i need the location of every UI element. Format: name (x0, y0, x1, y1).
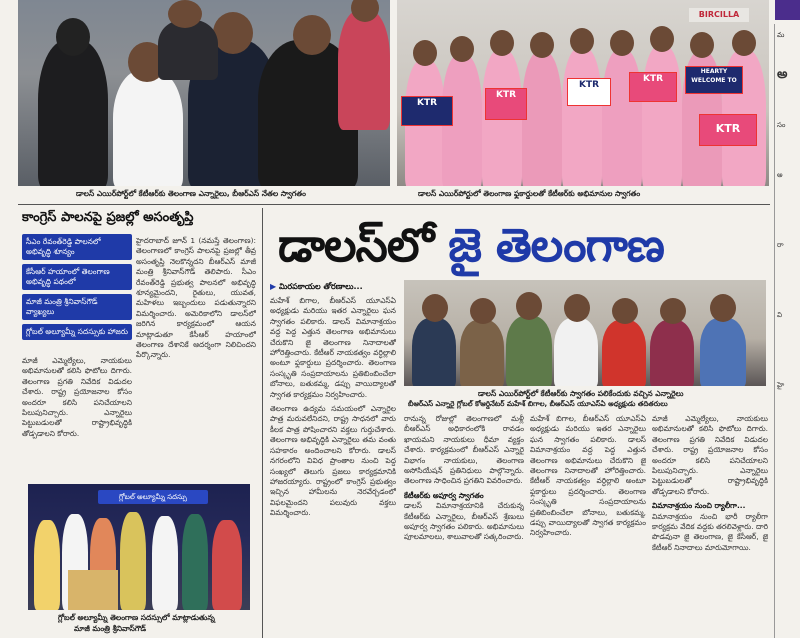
bottom-left-caption-2: మాజీ మంత్రి శ్రీనివాస్‌గౌడ్ (74, 624, 147, 633)
article-kicker: ▶ మిరపకాయల తోరణాలు... (270, 282, 363, 291)
headline (278, 214, 768, 278)
edge-strip (775, 0, 800, 20)
right-photo (404, 280, 766, 386)
article-col-1: మహేశ్ బిగాల, బీఆర్ఎస్ యూఎస్ఏ అధ్యక్షుడు మరియు ఇతర ఎన్నారైలు ఘన స్వాగతం పలికారు. డాలస్ విమానాశ్రయం వద్ద పెద్ద ఎత్తున తెలంగాణ అభిమానులు చేరుకొని జై తెలంగాణ నినాదాలతో హోరెత్తించారు. కేటీఆర్ నాయకత్వం వర్ధిల్లాలి అంటూ ఫ్లకార్డులు ప్రదర్శించారు. తెలంగాణ సంస్కృతి సంప్రదాయాలను ప్రతిబింబించేలా బోనాలు, బతుకమ్మ, డప్పు వాయిద్యాలతో స్వాగత కార్యక్రమం నిర్వహించారు. తెలంగాణ ఉద్యమ సమయంలో ఎన్నారైల పాత్ర మరువలేనిదని, రాష్ట్ర సాధనలో వారు కీలక పాత్ర పోషించారని వక్తలు గుర్తుచేశారు. తెలంగాణ అభివృద్ధికి ఎన్నారైలు తమ వంతు సహకారం అందించాలని కోరారు. డాలస్ నగరంలోని వివిధ ప్రాంతాల నుంచి పెద్ద సంఖ్యలో తెలుగు ప్రజలు కార్యక్రమానికి హాజరయ్యారు. రాష్ట్రంలో కాంగ్రెస్ ప్రభుత్వం ఇచ్చిన హామీలను నెరవేర్చడంలో విఫలమైందని పలువురు వక్తలు విమర్శించారు. (270, 296, 396, 518)
sidebar-bullets-box (22, 234, 132, 352)
event-banner: గ్లోబల్ అల్యూమ్నీ సదస్సు (98, 490, 208, 504)
placard-hearty-welcome: HEARTY WELCOME TO (685, 66, 743, 94)
sidebar-intro-cont: మాజీ ఎమ్మెల్యేలు, నాయకులు అభిమానులతో కలిసి ఫొటోలు దిగారు. తెలంగాణ ప్రగతి నివేదిక విడుదల చేశారు. రాష్ట్ర ప్రయోజనాల కోసం అందరూ కలిసి పనిచేయాలని పిలుపునిచ్చారు. ఎన్నారైలు పెట్టుబడులతో రాష్ట్రాభివృద్ధికి తోడ్పడాలని కోరారు. (22, 356, 132, 438)
article-col-4: మాజీ ఎమ్మెల్యేలు, నాయకులు అభిమానులతో కలిసి ఫొటోలు దిగారు. తెలంగాణ ప్రగతి నివేదిక విడుదల చేశారు. రాష్ట్ర ప్రయోజనాల కోసం అందరూ కలిసి పనిచేయాలని పిలుపునిచ్చారు. ఎన్నారైలు పెట్టుబడులతో రాష్ట్రాభివృద్ధికి తోడ్పడాలని కోరారు. విమానాశ్రయం నుంచి ర్యాలీగా... విమానాశ్రయం నుంచి భారీ ర్యాలీగా కార్యక్రమ వేదిక వద్దకు తరలివెళ్లారు. దారి పొడవునా జై తెలంగాణ, జై కేసీఆర్, జై కేటీఆర్ నినాదాలు మారుమోగాయి. (652, 414, 768, 552)
article-col-2: రానున్న రోజుల్లో తెలంగాణలో మళ్లీ బీఆర్ఎస్ అధికారంలోకి రావడం ఖాయమని నాయకులు ధీమా వ్యక్తం చేశారు. కార్యక్రమంలో బీఆర్ఎస్ ఎన్నారై విభాగం నాయకులు, తెలంగాణ అసోసియేషన్ ప్రతినిధులు పాల్గొన్నారు. తెలంగాణ సాధించిన ప్రగతిని వివరించారు. కేటీఆర్‌కు అపూర్వ స్వాగతం డాలస్ విమానాశ్రయానికి చేరుకున్న కేటీఆర్‌కు ఎన్నారైలు, బీఆర్ఎస్ శ్రేణులు అపూర్వ స్వాగతం పలికారు. అభిమానులు పూలమాలలు, శాలువాలతో సత్కరించారు. (404, 414, 524, 542)
sidebar-bullet: సీఎం రేవంత్‌రెడ్డి పాలనలో అభివృద్ధి శూన్యం (22, 234, 132, 260)
article-col-3: మహేశ్ బిగాల, బీఆర్ఎస్ యూఎస్ఏ అధ్యక్షుడు మరియు ఇతర ఎన్నారైలు ఘన స్వాగతం పలికారు. డాలస్ విమానాశ్రయం వద్ద పెద్ద ఎత్తున తెలంగాణ అభిమానులు చేరుకొని జై తెలంగాణ నినాదాలతో హోరెత్తించారు. కేటీఆర్ నాయకత్వం వర్ధిల్లాలి అంటూ ఫ్లకార్డులు ప్రదర్శించారు. తెలంగాణ సంస్కృతి సంప్రదాయాలను ప్రతిబింబించేలా బోనాలు, బతుకమ్మ, డప్పు వాయిద్యాలతో స్వాగత కార్యక్రమం నిర్వహించారు. (530, 414, 646, 538)
top-left-photo (18, 0, 390, 186)
edge-item: అ (777, 171, 783, 179)
sidebar-bullet: మాజీ మంత్రి శ్రీనివాస్‌గౌడ్ వ్యాఖ్యలు (22, 294, 132, 320)
edge-item: అ (777, 67, 788, 82)
sidebar-intro: హైదరాబాద్ జూన్ 1 (నమస్తే తెలంగాణ): తెలంగాణలో కాంగ్రెస్ పాలనపై ప్రజల్లో తీవ్ర అసంతృప్తి నెలకొన్నదని బీఆర్ఎస్ మాజీ మంత్రి శ్రీనివాస్‌గౌడ్ తెలిపారు. సీఎం రేవంత్‌రెడ్డి ప్రభుత్వ పాలనలో అభివృద్ధి శూన్యమైందని, రైతులు, యువత, మహిళలు ఇబ్బందులు పడుతున్నారని విమర్శించారు. అమెరికాలోని డాలస్‌లో జరిగిన కార్యక్రమంలో ఆయన మాట్లాడుతూ కేసీఆర్ హయాంలో తెలంగాణ దేశానికే ఆదర్శంగా నిలిచిందని పేర్కొన్నారు. (136, 236, 256, 360)
edge-item: మ (777, 31, 785, 39)
bottom-left-photo (28, 484, 250, 610)
placard-ktr-3: KTR (567, 78, 611, 106)
placard-ktr-1: KTR (401, 96, 453, 126)
right-photo-caption-2: బీఆర్ఎస్ ఎన్నారై గ్లోబల్ కోఆర్డినేటర్ మహేశ్ బిగాల, బీఆర్ఎస్ యూఎస్ఏ అధ్యక్షుడు తదితరులు (408, 400, 668, 408)
headline-part1: డాలస్‌లో (278, 218, 434, 272)
brand-sign: BIRCILLA (689, 8, 749, 22)
top-right-caption: డాలస్ ఎయిర్‌పోర్టులో తెలంగాణ ఫ్లకార్డులతో కేటీఆర్‌కు అభిమానుల స్వాగతం (418, 189, 641, 198)
placard-ktr-4: KTR (629, 72, 677, 102)
top-left-caption: డాలస్ ఎయిర్‌పోర్ట్‌లో కేటీఆర్‌కు తెలంగాణ ఎన్నారైలు, బీఆర్ఎస్ నేతల స్వాగతం (76, 189, 306, 198)
vertical-divider (262, 208, 263, 638)
edge-item: హై (777, 381, 785, 389)
divider (18, 204, 770, 205)
placard-ktr-2: KTR (485, 88, 527, 120)
edge-column (774, 24, 800, 638)
sidebar-bullet: గ్లోబల్ అల్యూమ్నీ సదస్సుకు హాజరు (22, 324, 132, 340)
edge-item: రా (777, 241, 784, 249)
right-photo-caption-1: డాలస్ ఎయిర్‌పోర్ట్‌లో కేటీఆర్‌కు స్వాగతం పలికేందుకు వచ్చిన ఎన్నారైలు (478, 389, 684, 398)
sidebar-bullet: కేసీఆర్ హయాంలో తెలంగాణ అభివృద్ధి పథంలో (22, 264, 132, 290)
bottom-left-caption-1: గ్లోబల్ అల్యూమ్నీ తెలంగాణ సదస్సులో మాట్లాడుతున్న (58, 613, 215, 622)
top-right-photo (397, 0, 769, 186)
headline-part2: జై తెలంగాణ (448, 218, 664, 272)
edge-item: వి (777, 311, 782, 319)
edge-item: సం (777, 121, 786, 129)
sidebar-title: కాంగ్రెస్ పాలనపై ప్రజల్లో అసంతృప్తి (22, 210, 194, 225)
placard-ktr-5: KTR (699, 114, 757, 146)
